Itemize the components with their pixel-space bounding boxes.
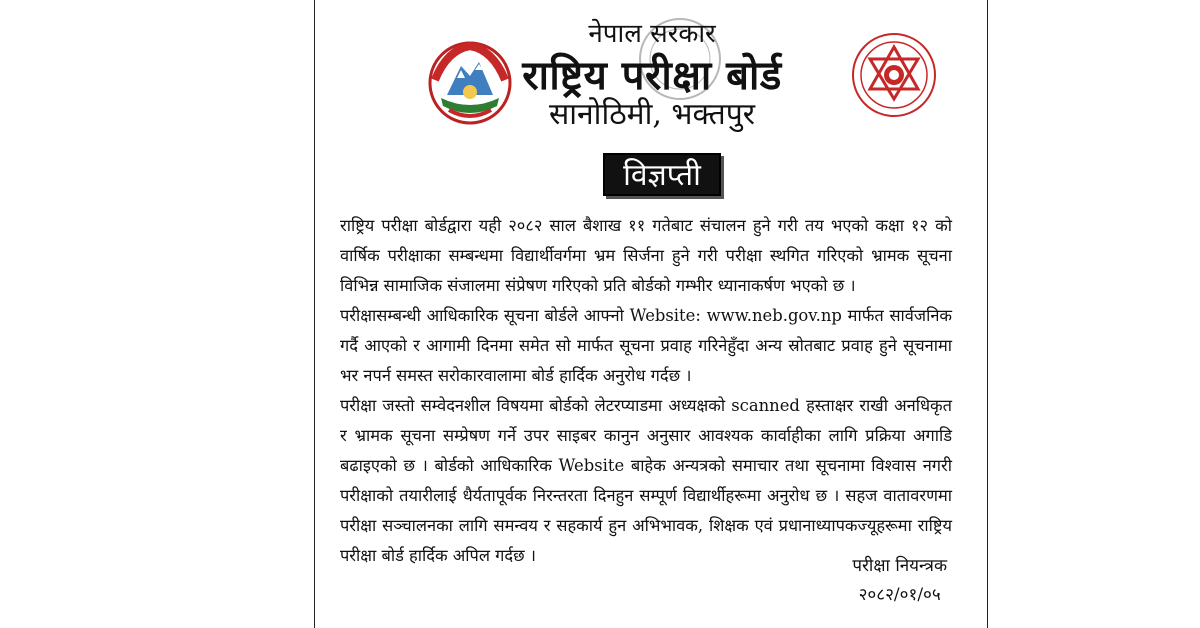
notice-body [340, 211, 952, 571]
notice-paragraph: राष्ट्रिय परीक्षा बोर्डद्वारा यही २०८२ साल बैशाख ११ गतेबाट संचालन हुने गरी तय भएको कक्षा १२ को वार्षिक परीक्षाका सम्बन्धमा विद्यार्थीवर्गमा भ्रम सिर्जना हुने गरी परीक्षा स्थगित गरिएको भ्रामक सूचना विभिन्न सामाजिक संजालमा संप्रेषण गरिएको प्रति बोर्डको गम्भीर ध्यानाकर्षण भएको छ । [340, 216, 952, 295]
notice-page [314, 0, 988, 628]
notice-date: २०८२/०१/०५ [858, 585, 941, 605]
notice-paragraph: परीक्षासम्बन्धी आधिकारिक सूचना बोर्डले आफ्नो Website: www.neb.gov.np मार्फत सार्वजनिक गर्दै आएको र आगामी दिनमा समेत सो मार्फत सूचना प्रवाह गरिनेहुँदा अन्य स्रोतबाट प्रवाह हुने सूचनामा भर नपर्न समस्त सरोकारवालामा बोर्ड हार्दिक अनुरोध गर्दछ । [340, 306, 952, 385]
letterhead [315, 0, 989, 140]
notice-paragraph: परीक्षा जस्तो सम्वेदनशील विषयमा बोर्डको लेटरप्याडमा अध्यक्षको scanned हस्ताक्षर राखी अनधिकृत र भ्रामक सूचना सम्प्रेषण गर्ने उपर साइबर कानुन अनुसार आवश्यक कार्वाहीका लागि प्रक्रिया अगाडि बढाइएको छ । बोर्डको आधिकारिक Website बाहेक अन्यत्रको समाचार तथा सूचनामा विश्वास नगरी परीक्षाको तयारीलाई धैर्यतापूर्वक निरन्तरता दिनहुन सम्पूर्ण विद्यार्थीहरूमा अनुरोध छ । सहज वातावरणमा परीक्षा सञ्चालनका लागि समन्वय र सहकार्य हुन अभिभावक, शिक्षक एवं प्रधानाध्यापकज्यूहरूमा राष्ट्रिय परीक्षा बोर्ड हार्दिक अपिल गर्दछ । [340, 396, 952, 565]
signature-block [852, 552, 947, 610]
board-name: राष्ट्रिय परीक्षा बोर्ड [522, 52, 782, 99]
board-location: सानोठिमी, भक्तपुर [548, 97, 756, 132]
neb-logo-icon [850, 31, 938, 119]
signatory-title: परीक्षा नियन्त्रक [852, 556, 947, 576]
government-title: नेपाल सरकार [588, 19, 716, 49]
notice-title: विज्ञप्ती [603, 153, 721, 196]
